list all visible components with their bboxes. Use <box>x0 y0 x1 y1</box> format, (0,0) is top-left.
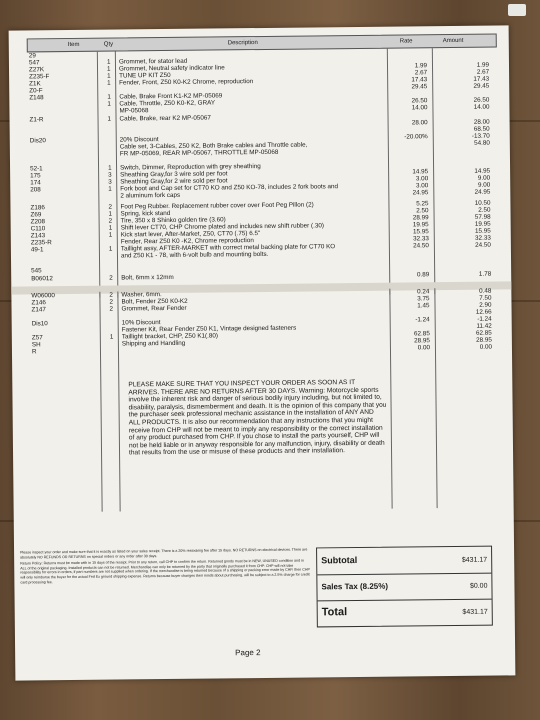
item-cell: Dis20 <box>29 137 46 145</box>
qty-cell: 1 <box>107 100 111 108</box>
qty-cell: 3 <box>108 178 112 186</box>
item-cell: Dis10 <box>31 320 48 328</box>
description-cell: Taillight bracket, CHP, Z50 K1(.80) <box>121 332 218 341</box>
fine-print-2: Return Policy: Returns must be made with in 15 days of the receipt. Prior to any return, call CHP to confirm the return. Returned goods must be in NEW, UNUSED condition and in ALL of the original packaging. Installed products can not be returned. Merchandise can only be returned by the party that originally purchased it from CHP. CHP will not take responsibility for errors in orders, if part numbers are not supplied when ordering. If the merchandise is being returned because of a shipping or packing error made by CHP, then CHP will only reimburse the buyer for the actual Fed Ex ground shipping expense. Returns because buyer changes their minds about purchasing, will be subject to a 2.5% charge for credit card processing fee. <box>20 558 310 585</box>
description-cell: Grommet, Rear Fender <box>121 304 187 313</box>
qty-cell: 1 <box>108 210 113 218</box>
rate-cell: 0.89 <box>416 271 430 279</box>
rate-cell: -1.24 <box>415 316 430 324</box>
rate-cell: 14.95 <box>412 168 429 176</box>
return-policy <box>20 548 310 587</box>
invoice-sheet-top <box>27 34 500 299</box>
qty-cell: 2 <box>109 291 113 299</box>
description-cell: TUNE UP KIT Z50 <box>119 71 171 80</box>
amount-cell <box>437 55 489 56</box>
description-cell: Shipping and Handling <box>121 339 186 348</box>
qty-cell: 1 <box>107 115 112 123</box>
item-cell: 52-1 <box>30 165 43 173</box>
description-cell: Shift lever CT70, CHP Chrome plated and includes new shift rubber (.30) <box>120 222 324 232</box>
header-item: Item <box>67 41 80 49</box>
header-rate: Rate <box>399 38 413 45</box>
amount-cell: 14.95 <box>474 167 491 175</box>
amount-cell: 0.48 <box>479 287 492 295</box>
description-cell: Fender, Front, Z50 K0-K2 Chrome, reproduction <box>119 78 254 87</box>
description-cell: Bolt, 6mm x 12mm <box>121 273 174 282</box>
rate-cell: 28.95 <box>414 337 430 345</box>
warning-text: PLEASE MAKE SURE THAT YOU INSPECT YOUR ORDER AS SOON AS IT ARRIVES. THERE ARE NO RETURNS AFTER 30 DAYS. Warning: Motorcycle sports involve the inherent risk and danger of serious bodily injury including, but not limited to, disability, paralysis, dismemberment and death. It is the opinion of this company that you the purchaser seek professional mechanic assistance in the installation of ANY AND ALL PRODUCTS. It is also our recommendation that any instructions that you might receive from CHP will not be meant to imply any responsibility or the correct installation of any product purchased from CHP. If you chose to install the parts yourself, CHP will not be held liable or in anyway responsible for any malfunction, injury, disability or death that results from the use or misuse of these products and their installation. <box>128 379 387 457</box>
item-cell: 547 <box>28 59 40 67</box>
total-value: $431.17 <box>462 608 488 616</box>
item-cell: Z69 <box>30 211 42 219</box>
item-cell: W06000 <box>31 292 55 300</box>
item-cell: C110 <box>30 225 46 233</box>
amount-cell: 28.95 <box>476 336 492 344</box>
qty-cell: 1 <box>109 333 114 341</box>
description-cell: Tire, 350 x 8 Shinko golden tire (3.60) <box>120 216 226 225</box>
item-cell: Z1-R <box>29 116 44 124</box>
amount-cell: 54.80 <box>474 139 490 147</box>
item-cell: 174 <box>30 179 41 187</box>
description-cell: Spring, kick stand <box>120 209 171 218</box>
rate-cell: 28.00 <box>411 119 428 127</box>
item-cell: 545 <box>31 267 42 275</box>
item-cell: Z148 <box>29 94 44 102</box>
rate-cell: 17.43 <box>411 76 428 84</box>
description-cell: Fastener Kit, Rear Fender Z50 K1, Vintage designed fasteners <box>121 324 297 334</box>
item-cell: 175 <box>30 172 41 180</box>
item-cell: 208 <box>30 186 41 194</box>
description-cell: Grommet, for stator lead <box>118 57 188 66</box>
description-cell: Switch, Dimmer, Reproduction with grey sheathing <box>120 163 261 172</box>
table-header <box>27 34 497 53</box>
invoice-sheet-bottom <box>29 288 501 513</box>
description-cell: Cable, Brake Front K1-K2 MP-05069 <box>119 92 223 101</box>
description-cell: Fender, Rear Z50 K0 -K2, Chrome reproduction <box>120 237 254 246</box>
item-cell: 49-1 <box>30 246 44 254</box>
qty-cell: 1 <box>106 65 111 73</box>
rate-cell: 26.50 14.00 <box>411 97 428 112</box>
tax-value: $0.00 <box>469 582 488 590</box>
description-cell: Taillight assy, AFTER-MARKET with correct metal backing plate for CT70 KO and Z50 K1 - 78, with 6-volt bulb and mounting bolts. <box>120 243 336 260</box>
amount-cell: 28.00 68.50 <box>473 118 490 133</box>
description-cell: Grommet, Neutral safety indicator line <box>118 64 225 73</box>
item-cell: Z147 <box>31 306 46 314</box>
qty-cell: 2 <box>108 217 113 225</box>
rate-cell: 28.99 <box>412 214 429 222</box>
amount-cell: 17.43 <box>473 75 490 83</box>
description-cell: Bolt, Fender Z50 K0-K2 <box>121 297 188 306</box>
qty-cell: 1 <box>107 79 111 87</box>
tax-row <box>317 573 491 602</box>
amount-cell <box>437 112 489 113</box>
amount-cell: 9.00 24.95 <box>474 181 491 196</box>
amount-cell: 1.99 <box>476 61 490 69</box>
description-cell: Fork boot and Cap set for CT70 KO and Z50 KO-78, includes 2 fork boots and 2 aluminum fork caps <box>120 183 339 200</box>
paper-scrap <box>508 4 526 16</box>
qty-cell: 1 <box>107 72 111 80</box>
amount-cell: 1.78 <box>478 270 492 278</box>
amount-cell: 24.50 <box>475 241 491 249</box>
rate-cell: 24.50 <box>413 242 429 250</box>
subtotal-label: Subtotal <box>321 555 358 566</box>
item-cell: Z235-R <box>30 239 52 247</box>
rate-cell: 2.50 <box>416 207 429 215</box>
description-cell: Sheathing Gray,for 2 wire sold per foot <box>120 177 228 186</box>
total-label: Total <box>321 606 348 619</box>
description-cell: Foot Peg Rubber. Replacement rubber cover over Foot Peg Pillon (2) <box>120 201 314 211</box>
invoice-page <box>9 25 516 680</box>
amount-cell: 26.50 14.00 <box>473 96 490 111</box>
rate-cell: 29.45 <box>411 83 428 91</box>
header-amount: Amount <box>442 37 464 45</box>
amount-cell: 19.95 <box>474 220 491 228</box>
qty-cell: 2 <box>109 274 113 282</box>
rate-cell: 5.25 <box>416 200 429 208</box>
rate-cell: 32.33 <box>413 235 429 243</box>
rate-cell: 2.67 <box>414 69 428 77</box>
qty-cell: 1 <box>108 185 112 193</box>
rate-cell: 15.95 <box>412 228 429 236</box>
description-cell: Cable, Throttle, Z50 K0-K2, GRAY MP-05068 <box>119 99 216 115</box>
rate-cell: 62.85 <box>414 330 430 338</box>
subtotal-value: $431.17 <box>461 556 488 564</box>
amount-cell: 9.00 <box>477 174 491 182</box>
item-cell: Z27K <box>28 66 45 74</box>
page-number: Page 2 <box>235 648 261 658</box>
item-cell: Z235-F <box>29 73 50 81</box>
rate-cell: 1.99 <box>414 62 428 70</box>
amount-cell: 29.45 <box>473 82 490 90</box>
qty-cell: 2 <box>108 203 113 211</box>
qty-cell: 2 <box>109 298 114 306</box>
rate-cell: 3.75 <box>417 295 430 303</box>
item-cell: Z1K <box>29 80 41 88</box>
qty-cell: 1 <box>108 164 112 172</box>
qty-cell: 1 <box>106 58 111 66</box>
qty-cell: 1 <box>107 93 111 101</box>
amount-cell: 57.98 <box>474 213 491 221</box>
item-cell: Z146 <box>31 299 46 307</box>
amount-cell: 11.42 <box>476 322 492 330</box>
description-cell: 10% Discount <box>121 319 161 327</box>
qty-cell: 1 <box>108 224 113 232</box>
fine-print-1: Please inspect your order and make sure that it is exactly as listed on your sales receipt. There is a 20% restocking fee after 15 days. NO RETURNS on electrical devices. There are absolutely NO REFUNDS OR RETURNS on special orders or any order after 30 days. <box>20 547 308 560</box>
rate-cell: 0.24 <box>417 288 430 296</box>
amount-cell <box>438 161 490 162</box>
amount-cell: 7.50 <box>479 294 492 302</box>
item-cell: Z0-F <box>29 87 43 95</box>
amount-cell: 2.50 <box>478 206 491 214</box>
rate-cell: 3.00 24.95 <box>412 182 429 197</box>
amount-cell: -13.70 <box>471 132 490 140</box>
qty-cell: 1 <box>108 231 113 239</box>
rate-cell: 19.95 <box>412 221 429 229</box>
description-cell: 20% Discount <box>119 136 159 144</box>
header-qty: Qty <box>103 41 114 48</box>
amount-cell: 12.66 <box>475 308 492 316</box>
header-description: Description <box>227 40 258 47</box>
rate-cell: -20.00% <box>404 133 428 141</box>
qty-cell: 3 <box>108 171 112 179</box>
total-row <box>318 599 492 627</box>
amount-cell: -1.24 <box>477 315 492 323</box>
totals-box <box>316 546 493 628</box>
amount-cell: 10.50 <box>474 199 491 207</box>
amount-cell: 32.33 <box>475 234 491 242</box>
amount-cell: 0.00 <box>479 343 492 351</box>
amount-cell <box>439 263 491 264</box>
description-cell: Cable set, 3-Cables, Z50 K2, Both Brake cables and Throttle cable, FR MP-05069, REAR MP-05067, THROTTLE MP-05068 <box>119 141 308 158</box>
description-cell: Kick start lever, After-Market, Z50, CT70 (.75) 6.5" <box>120 230 261 239</box>
amount-cell: 15.95 <box>474 227 491 235</box>
item-cell: Z186 <box>30 204 45 212</box>
description-cell: Washer, 6mm. <box>121 291 162 299</box>
rate-cell: 0.00 <box>417 344 430 352</box>
subtotal-row <box>317 547 491 576</box>
qty-cell: 2 <box>109 305 114 313</box>
item-cell: R <box>31 348 37 356</box>
qty-cell: 1 <box>108 245 113 253</box>
amount-cell: 2.90 <box>479 301 492 309</box>
item-cell: 29 <box>28 52 36 60</box>
description-cell: Cable, Brake, rear K2 MP-05067 <box>119 114 211 123</box>
rate-cell: 1.45 <box>417 302 430 310</box>
description-cell: Sheathing Gray,for 3 wire sold per foot <box>120 170 228 179</box>
item-cell: Z143 <box>30 232 46 240</box>
invoice-footer <box>20 546 491 631</box>
rate-cell: 3.00 <box>415 175 429 183</box>
tax-label: Sales Tax (8.25%) <box>321 581 389 592</box>
item-cell: Z57 <box>31 334 43 342</box>
item-cell: B06012 <box>31 275 53 283</box>
item-cell: Z208 <box>30 218 46 226</box>
item-cell: SH <box>31 341 41 349</box>
amount-cell: 62.85 <box>476 329 492 337</box>
amount-cell: 2.67 <box>476 68 490 76</box>
